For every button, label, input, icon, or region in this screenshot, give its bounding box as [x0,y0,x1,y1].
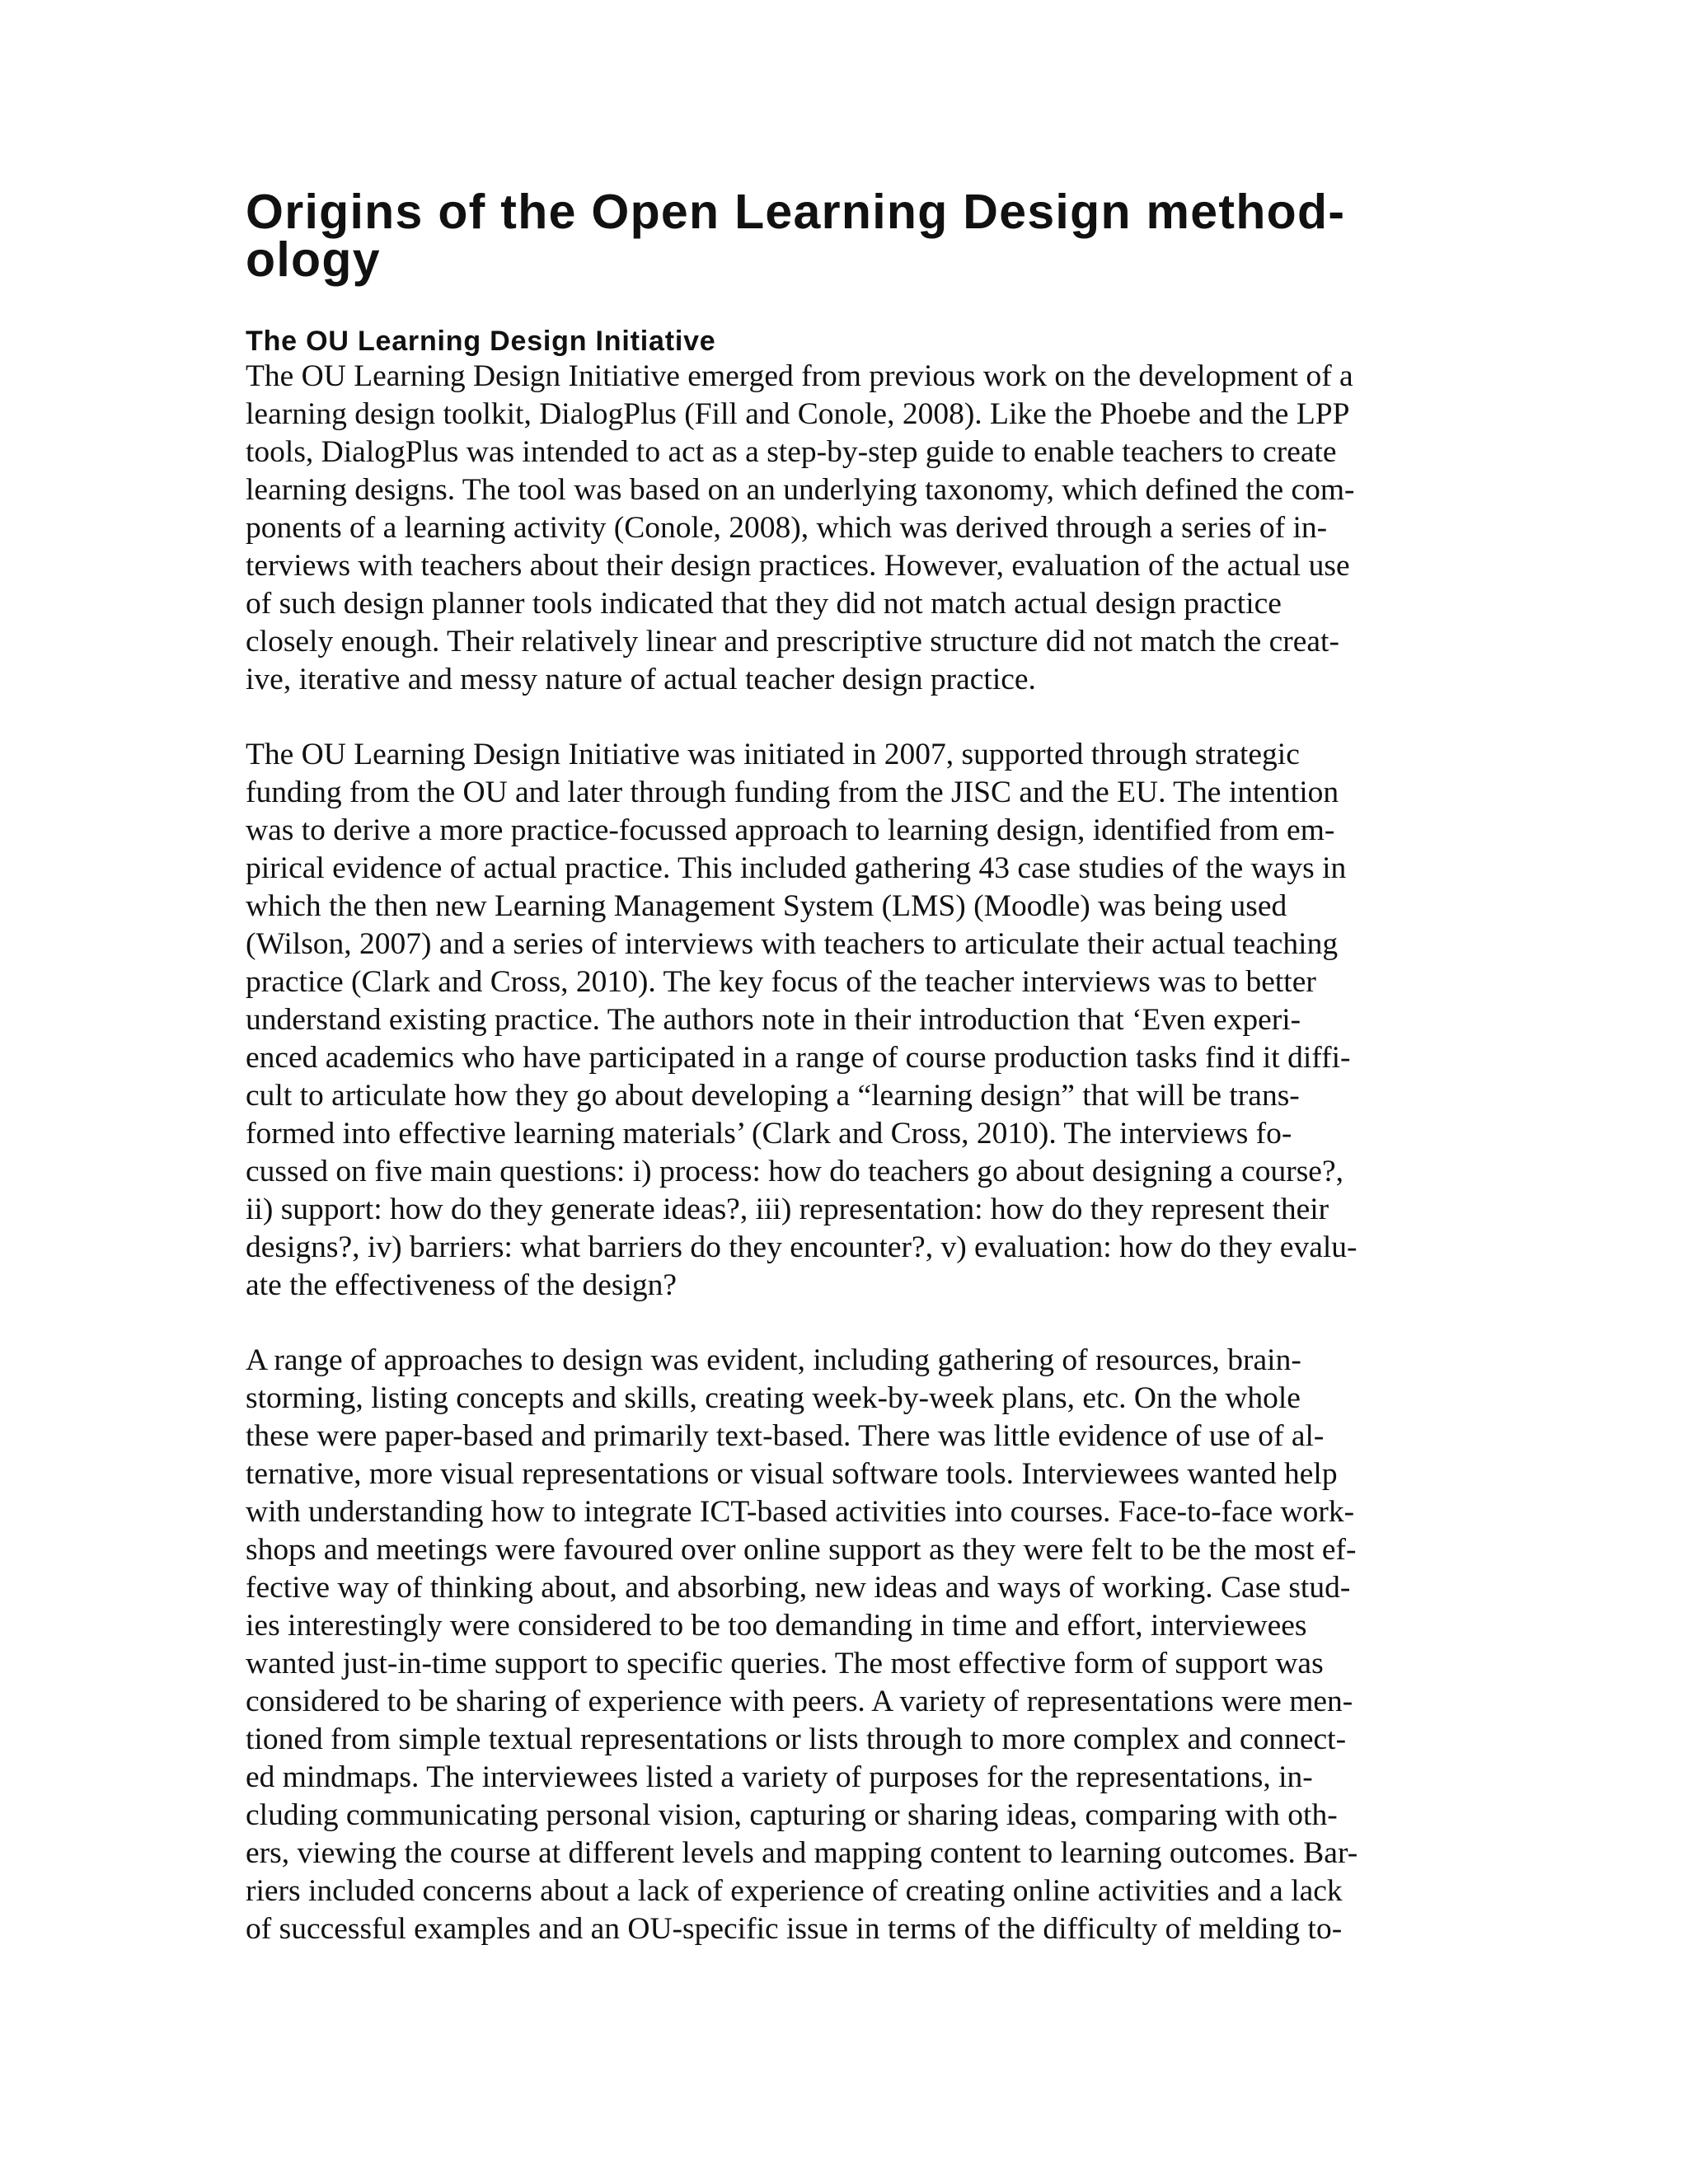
paragraph-line: was to derive a more practice-focussed approach to learning design, identified from em- [246,813,1335,847]
page-content [246,185,1424,1948]
paragraph-line: fective way of thinking about, and absorbing, new ideas and ways of working. Case stud- [246,1571,1351,1605]
paragraph-line: practice (Clark and Cross, 2010). The key focus of the teacher interviews was to better [246,965,1316,999]
paragraph-line: riers included concerns about a lack of experience of creating online activities and a lack [246,1874,1343,1908]
paragraph-line: cult to articulate how they go about developing a “learning design” that will be trans- [246,1079,1300,1113]
paragraph-line: The OU Learning Design Initiative was initiated in 2007, supported through strategic [246,738,1300,771]
paragraph-line: formed into effective learning materials’ (Clark and Cross, 2010). The interviews fo- [246,1117,1292,1151]
paragraph-line: these were paper-based and primarily text-based. There was little evidence of use of al- [246,1419,1325,1453]
paragraph-1 [246,358,1424,699]
paragraph-line: understand existing practice. The authors note in their introduction that ‘Even experi- [246,1003,1301,1037]
paragraph-line: ponents of a learning activity (Conole, 2008), which was derived through a series of in- [246,511,1328,545]
chapter-title [246,185,1424,287]
paragraph-line: funding from the OU and later through funding from the JISC and the EU. The intention [246,776,1339,809]
paragraph-line: The OU Learning Design Initiative emerged from previous work on the development of a [246,359,1353,393]
section-heading: The OU Learning Design Initiative [246,326,716,357]
paragraph-line: ive, iterative and messy nature of actual teacher design practice. [246,663,1036,696]
paragraph-line: learning design toolkit, DialogPlus (Fill and Conole, 2008). Like the Phoebe and the LPP [246,397,1350,431]
paragraph-line: of successful examples and an OU-specific issue in terms of the difficulty of melding to- [246,1912,1343,1946]
paragraph-line: of such design planner tools indicated that they did not match actual design practice [246,587,1282,621]
paragraph-line: ternative, more visual representations or visual software tools. Interviewees wanted help [246,1457,1338,1491]
paragraph-2 [246,736,1424,1305]
paragraph-line: ies interestingly were considered to be too demanding in time and effort, interviewees [246,1609,1307,1643]
paragraph-line: with understanding how to integrate ICT-based activities into courses. Face-to-face work- [246,1495,1355,1529]
paragraph-line: terviews with teachers about their design practices. However, evaluation of the actual use [246,549,1350,583]
paragraph-line: considered to be sharing of experience with peers. A variety of representations were men- [246,1685,1353,1718]
paragraph-line: which the then new Learning Management System (LMS) (Moodle) was being used [246,889,1287,923]
paragraph-line: cluding communicating personal vision, capturing or sharing ideas, comparing with oth- [246,1798,1338,1832]
paragraph-line: pirical evidence of actual practice. This included gathering 43 case studies of the ways in [246,851,1347,885]
chapter-title-line: ology [246,232,381,287]
paragraph-line: ed mindmaps. The interviewees listed a variety of purposes for the representations, in- [246,1760,1313,1794]
paragraph-line: enced academics who have participated in a range of course production tasks find it diffi- [246,1041,1351,1075]
paragraph-line: closely enough. Their relatively linear and prescriptive structure did not match the creat- [246,625,1339,658]
paragraph-line: (Wilson, 2007) and a series of interviews with teachers to articulate their actual teaching [246,927,1339,961]
chapter-title-line: Origins of the Open Learning Design method- [246,185,1346,239]
paragraph-line: storming, listing concepts and skills, creating week-by-week plans, etc. On the whole [246,1381,1301,1415]
paragraph-line: designs?, iv) barriers: what barriers do they encounter?, v) evaluation: how do they evalu- [246,1230,1357,1264]
paragraph-line: wanted just-in-time support to specific queries. The most effective form of support was [246,1647,1324,1680]
paragraph-line: tioned from simple textual representations or lists through to more complex and connect- [246,1722,1347,1756]
paragraph-line: cussed on five main questions: i) process: how do teachers go about designing a course?, [246,1155,1343,1188]
paragraph-line: ii) support: how do they generate ideas?, iii) representation: how do they represent their [246,1193,1329,1226]
paragraph-line: A range of approaches to design was evident, including gathering of resources, brain- [246,1343,1301,1377]
paragraph-line: learning designs. The tool was based on an underlying taxonomy, which defined the com- [246,473,1355,507]
paragraph-line: tools, DialogPlus was intended to act as a step-by-step guide to enable teachers to create [246,435,1337,469]
paragraph-3 [246,1342,1424,1948]
paragraph-line: shops and meetings were favoured over online support as they were felt to be the most ef- [246,1533,1357,1567]
paragraph-line: ate the effectiveness of the design? [246,1268,678,1302]
paragraph-line: ers, viewing the course at different levels and mapping content to learning outcomes. Bar- [246,1836,1358,1870]
